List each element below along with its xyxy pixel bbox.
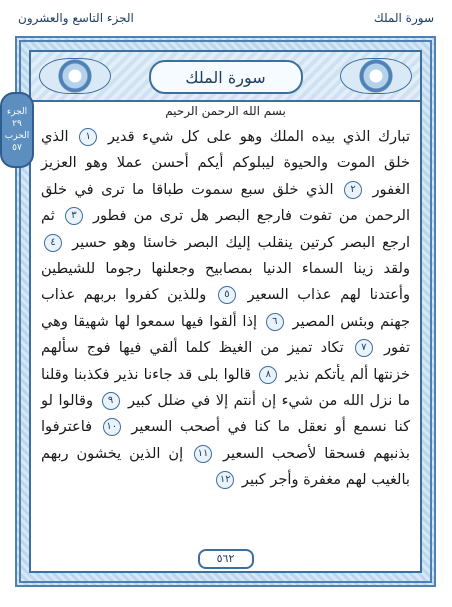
verse-text: الذي خلق الموت والحيوة ليبلوكم أيكم أحسن عملا وهو العزيز الغفور (41, 128, 410, 198)
verse-text: ثم ارجع البصر كرتين ينقلب إليك البصر خاسئا وهو حسير (41, 207, 411, 251)
verse-text: تبارك الذي بيده الملك وهو على كل شيء قدير (107, 128, 411, 145)
page-number: ٥٦٢ (198, 549, 254, 569)
verse-text: قالوا بلى قد جاءنا نذير فكذبنا وقلنا ما نزل الله من شيء إن أنتم إلا في ضلل كبير (41, 365, 411, 410)
page-content (29, 50, 422, 573)
verse-text: فاعترفوا بذنبهم فسحقا لأصحب السعير (41, 418, 410, 462)
ornament-right-icon (340, 58, 412, 94)
page-header (0, 0, 452, 36)
juz-marker-label: الجزء ٢٩ (6, 107, 28, 129)
surah-title-band (31, 52, 420, 102)
verse-number: ٥ (218, 286, 236, 304)
basmala: بسم الله الرحمن الرحيم (165, 104, 286, 118)
verse-number: ٣ (65, 207, 83, 225)
juz-hizb-marker (0, 92, 34, 168)
verse-text: إن الذين يخشون ربهم بالغيب لهم مغفرة وأجر كبير (41, 444, 410, 489)
verse-number: ٤ (44, 234, 62, 252)
verse-number: ١١ (194, 445, 212, 463)
verse-number: ٦ (266, 313, 284, 331)
verse-number: ١٠ (103, 418, 121, 436)
verse-text: تكاد تميز من الغيظ كلما ألقي فيها فوج سألهم خزنتها ألم يأتكم نذير (41, 339, 411, 383)
verse-text: إذا ألقوا فيها سمعوا لها شهيقا وهي تفور (41, 312, 411, 357)
surah-title: سورة الملك (149, 60, 303, 94)
verse-number: ٢ (344, 181, 362, 199)
page-frame (15, 36, 436, 587)
verse-number: ٩ (102, 392, 120, 410)
verse-number: ١ (79, 128, 97, 146)
surah-header-label: سورة الملك (373, 11, 434, 25)
hizb-marker-label: الحزب ٥٧ (4, 131, 30, 153)
verse-text: الذي خلق سبع سموت طباقا ما ترى في خلق الرحمن من تفوت فارجع البصر هل ترى من فطور (41, 180, 411, 225)
verse-number: ٨ (259, 366, 277, 384)
verses-block (41, 124, 410, 494)
juz-label: الجزء التاسع والعشرون (18, 11, 134, 25)
verse-text: وقالوا لو كنا نسمع أو نعقل ما كنا في أصحب السعير (41, 392, 411, 436)
verse-text: ولقد زينا السماء الدنيا بمصابيح وجعلنها رجوما للشيطين وأعتدنا لهم عذاب السعير (41, 260, 410, 304)
ornament-left-icon (39, 58, 111, 94)
verse-number: ٧ (355, 339, 373, 357)
verse-text: وللذين كفروا بربهم عذاب جهنم وبئس المصير (41, 286, 410, 330)
verse-number: ١٢ (216, 471, 234, 489)
